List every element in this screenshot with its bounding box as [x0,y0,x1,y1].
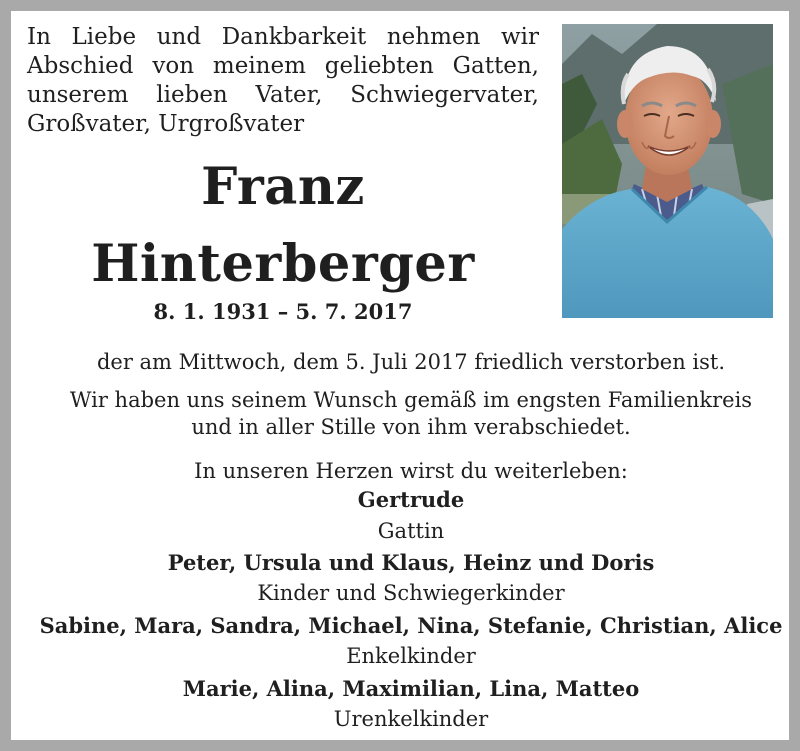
farewell-text-line-1: Wir haben uns seinem Wunsch gemäß im engsten Familienkreis [69,388,753,412]
life-dates: 8. 1. 1931 – 5. 7. 2017 [153,299,413,324]
mourner-names: Marie, Alina, Maximilian, Lina, Matteo [182,676,640,701]
portrait-photo [562,24,773,318]
intro-text: In Liebe und Dankbarkeit nehmen wir Abschied von meinem geliebten Gatten, unserem lieben Vater, Schwiegervater, Großvater, Urgroßvater [27,24,539,137]
mourner-names: Peter, Ursula und Klaus, Heinz und Doris [167,550,655,575]
passing-text: der am Mittwoch, dem 5. Juli 2017 friedlich verstorben ist. [96,350,726,374]
mourner-relation: Kinder und Schwiegerkinder [257,581,565,605]
remembrance-text: In unseren Herzen wirst du weiterleben: [194,459,628,483]
mourner-names: Gertrude [357,487,465,512]
mourner-relation: Urenkelkinder [333,707,489,731]
mourner-names: Sabine, Mara, Sandra, Michael, Nina, Stefanie, Christian, Alice [39,613,783,638]
deceased-last-name: Hinterberger [91,234,475,294]
mourner-relation: Enkelkinder [346,644,476,668]
mourner-relation: Gattin [377,519,445,543]
deceased-first-name: Franz [201,157,365,217]
farewell-text-line-2: und in aller Stille von ihm verabschiedet. [191,415,631,439]
